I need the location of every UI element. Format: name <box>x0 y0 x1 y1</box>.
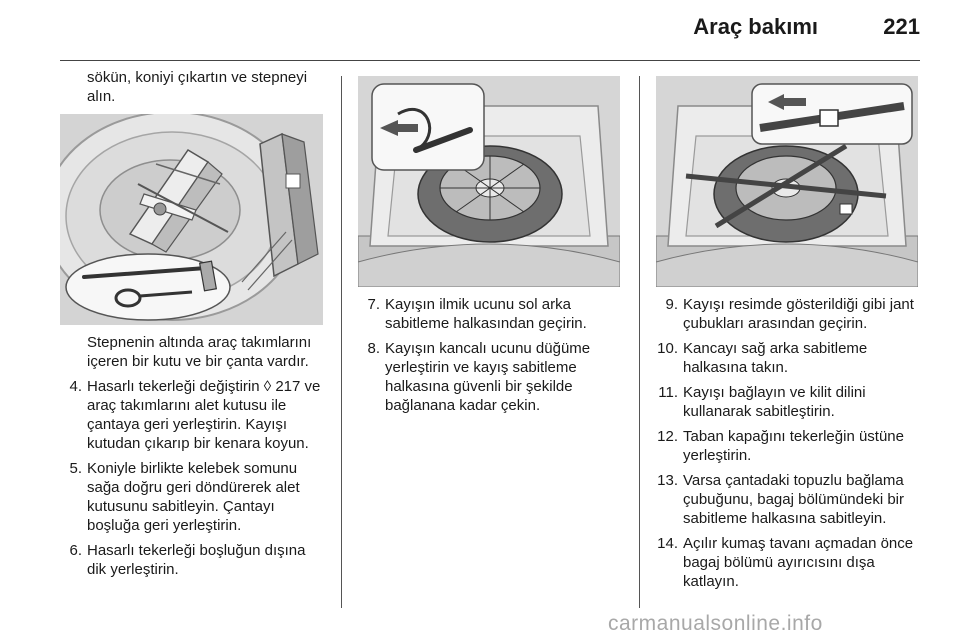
step-text: Kayışı resimde gösterildiği gibi jant çubukları arasından geçirin. <box>683 296 914 332</box>
step-text: Taban kapağını tekerleğin üstüne yerleştirin. <box>683 428 904 464</box>
step-number: 8. <box>367 340 380 357</box>
step-number: 9. <box>665 296 678 313</box>
list-item <box>60 541 326 579</box>
step-number: 4. <box>69 378 82 395</box>
watermark: carmanualsonline.info <box>608 612 823 635</box>
column-right <box>656 68 922 597</box>
step-text: Açılır kumaş tavanı açmadan önce bagaj bölümü ayırıcısını dışa katlayın. <box>683 535 914 590</box>
list-item <box>358 339 626 415</box>
step-text: Kayışın ilmik ucunu sol arka sabitleme halkasından geçirin. <box>385 296 587 332</box>
spare-wheel-tool-kit-illustration <box>60 114 323 325</box>
header-divider <box>60 60 920 61</box>
step-number: 7. <box>367 296 380 313</box>
step-number: 5. <box>69 460 82 477</box>
strap-through-wheel-illustration <box>656 76 918 287</box>
step-number: 6. <box>69 542 82 559</box>
column-divider-right <box>639 76 640 608</box>
step-text: Hasarlı tekerleği boşluğun dışına dik yerleştirin. <box>87 542 306 578</box>
column-divider-left <box>341 76 342 608</box>
step-number: 11. <box>658 384 678 401</box>
list-item <box>656 339 922 377</box>
list-item <box>60 459 326 535</box>
list-item <box>656 427 922 465</box>
step-text: Kayışı bağlayın ve kilit dilini kullanarak sabitleştirin. <box>683 384 866 420</box>
figure-caption: Stepnenin altında araç takımlarını içeren bir kutu ve bir çanta vardır. <box>87 334 312 370</box>
column-left <box>60 68 326 585</box>
step-text: Varsa çantadaki topuzlu bağlama çubuğunu, bagaj bölümündeki bir sabitleme halkasına sabitleyin. <box>683 472 904 527</box>
list-item <box>60 377 326 453</box>
step-text: Koniyle birlikte kelebek somunu sağa doğru geri döndürerek alet kutusunu sabitleyin. Çantayı boşluğa geri yerleştirin. <box>87 460 300 534</box>
step-text: Kancayı sağ arka sabitleme halkasına takın. <box>683 340 868 376</box>
list-item <box>656 383 922 421</box>
strap-left-anchor-illustration <box>358 76 620 287</box>
list-item <box>656 295 922 333</box>
step-number: 13. <box>657 472 678 489</box>
list-item <box>656 534 922 591</box>
step-number: 14. <box>657 535 678 552</box>
list-item <box>358 295 626 333</box>
page-number: 221 <box>883 14 920 39</box>
page-title: Araç bakımı <box>693 14 818 39</box>
column-middle <box>358 68 626 421</box>
step-number: 12. <box>657 428 678 445</box>
list-item <box>656 471 922 528</box>
step-text: Hasarlı tekerleği değiştirin ◊ 217 ve araç takımlarını alet kutusu ile çantaya geri yerleştirin. Kayışı kutudan çıkarıp bir kenara koyun. <box>87 378 321 452</box>
step-text: Kayışın kancalı ucunu düğüme yerleştirin ve kayış sabitleme halkasına güvenli bir şekilde bağlanana kadar çekin. <box>385 340 591 414</box>
step-number: 10. <box>657 340 678 357</box>
intro-paragraph: sökün, koniyi çıkartın ve stepneyi alın. <box>87 69 308 105</box>
